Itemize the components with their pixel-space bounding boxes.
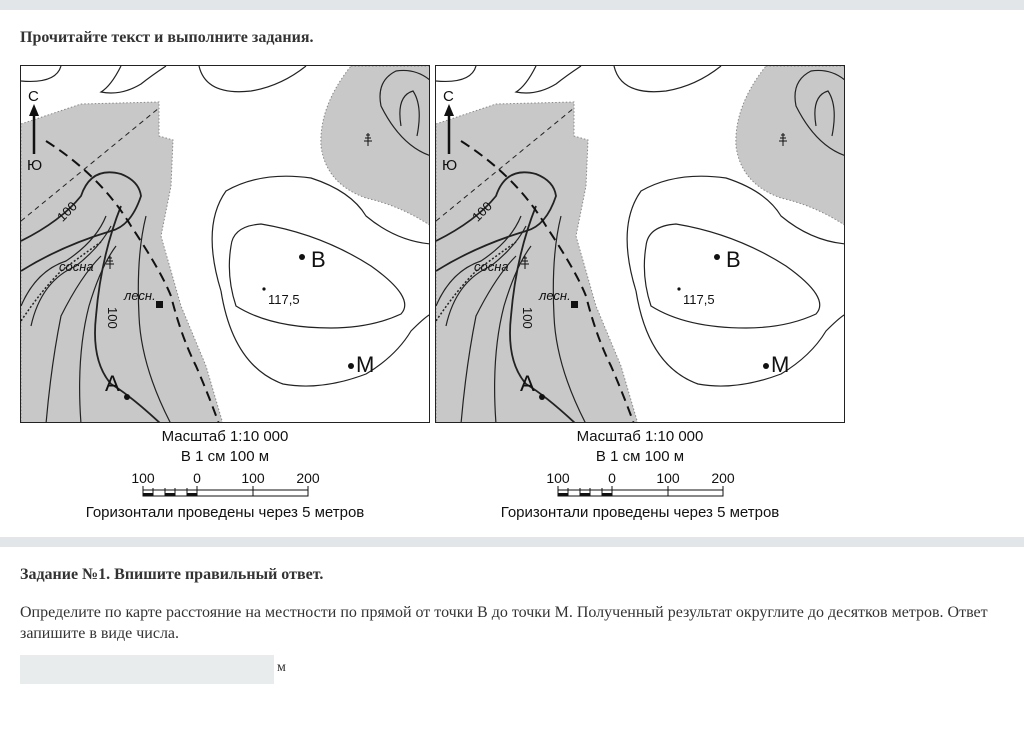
scale-subtitle: В 1 см 100 м (180, 448, 270, 465)
scale-title: Масштаб 1:10 000 (576, 428, 704, 445)
point-m-label: М (356, 352, 375, 377)
contour-line (199, 66, 306, 92)
scale-tick-label: 100 (241, 470, 265, 486)
scale-bar (435, 468, 845, 502)
scale-title: Масштаб 1:10 000 (161, 428, 289, 445)
point-m-marker (763, 363, 769, 369)
point-m-label: М (771, 352, 790, 377)
scale-tick-label: 100 (131, 470, 155, 486)
south-label: Ю (27, 157, 43, 174)
contour-line (516, 66, 581, 93)
contour-line (229, 224, 404, 328)
answer-unit: м (277, 660, 286, 675)
scale-bar-graphic (558, 486, 723, 496)
elevation-label: 117,5 (683, 292, 715, 307)
north-label: С (443, 88, 454, 105)
contour-label-100: 100 (468, 198, 495, 225)
scale-subtitle: В 1 см 100 м (595, 448, 685, 465)
south-label: Ю (442, 157, 458, 174)
contour-label-100: 100 (520, 307, 535, 329)
point-a-label: А (105, 371, 120, 396)
elevation-point (262, 287, 265, 290)
point-b-label: В (726, 247, 741, 272)
contour-line (101, 66, 166, 93)
forester-house-marker (156, 301, 163, 308)
contour-label-100: 100 (53, 198, 80, 225)
point-a-label: А (520, 371, 535, 396)
contour-line (614, 66, 721, 92)
scale-bar (20, 468, 430, 502)
contours-note: Горизонтали проведены через 5 метров (500, 504, 780, 521)
point-b-marker (714, 254, 720, 260)
scale-tick-label: 0 (608, 470, 616, 486)
contour-line (644, 224, 819, 328)
topographic-map-1 (20, 65, 430, 423)
elevation-point (677, 287, 680, 290)
scale-bar-graphic (143, 486, 308, 496)
scale-tick-label: 100 (546, 470, 570, 486)
point-b-label: В (311, 247, 326, 272)
forester-label: лесн. (539, 288, 571, 303)
point-a-marker (124, 394, 130, 400)
forest-label: сосна (474, 259, 509, 274)
contour-line (21, 66, 61, 81)
point-a-marker (539, 394, 545, 400)
scale-tick-label: 100 (656, 470, 680, 486)
forester-label: лесн. (124, 288, 156, 303)
point-m-marker (348, 363, 354, 369)
section-divider (0, 537, 1024, 547)
forest-area-northeast (321, 66, 430, 226)
scale-tick-label: 0 (193, 470, 201, 486)
task-title: Задание №1. Впишите правильный ответ. (20, 566, 324, 583)
answer-input[interactable] (20, 655, 274, 684)
contours-note: Горизонтали проведены через 5 метров (85, 504, 365, 521)
forest-area-northeast (736, 66, 845, 226)
elevation-label: 117,5 (268, 292, 300, 307)
contour-line (221, 291, 430, 386)
north-label: С (28, 88, 39, 105)
page-heading: Прочитайте текст и выполните задания. (20, 29, 314, 46)
contour-line (436, 66, 476, 81)
contour-label-100: 100 (105, 307, 120, 329)
forest-label: сосна (59, 259, 94, 274)
contour-line (636, 291, 845, 386)
forester-house-marker (571, 301, 578, 308)
scale-tick-label: 200 (711, 470, 735, 486)
scale-tick-label: 200 (296, 470, 320, 486)
topographic-map-2 (435, 65, 845, 423)
top-bar (0, 0, 1024, 10)
point-b-marker (299, 254, 305, 260)
task-text: Определите по карте расстояние на местности по прямой от точки В до точки М. Полученный результат округлите до десятков метров. Ответ запишите в виде числа. (20, 604, 988, 642)
